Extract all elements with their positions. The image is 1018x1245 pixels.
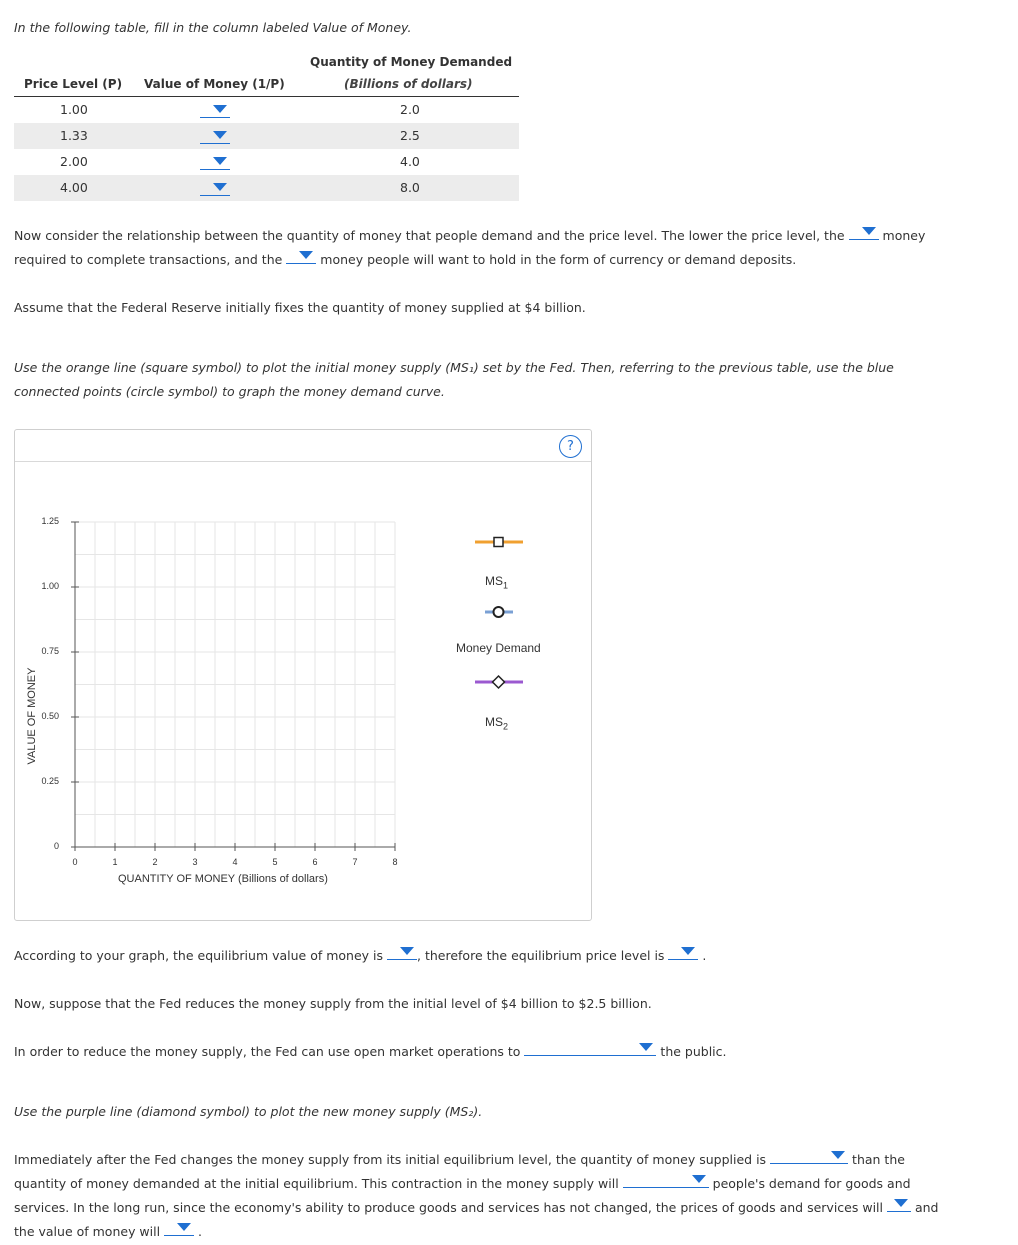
open-market-text: the public. <box>660 1044 727 1059</box>
reduce-text: Now, suppose that the Fed reduces the money supply from the initial level of $4 billion to $2.5 billion. <box>14 996 652 1011</box>
x-tick-label: 1 <box>112 857 118 867</box>
final-line-4 <box>14 1220 202 1244</box>
relationship-text: money people will want to hold in the form of currency or demand deposits. <box>320 252 797 267</box>
price-cell: 2.00 <box>60 154 88 169</box>
prices-long-run-dropdown[interactable] <box>887 1197 911 1212</box>
money-demand-tool[interactable] <box>485 607 513 617</box>
relationship-text: money <box>882 228 926 243</box>
open-market-dropdown[interactable] <box>524 1041 656 1056</box>
chevron-down-icon <box>831 1151 845 1159</box>
final-line-3 <box>14 1196 939 1220</box>
x-tick-label: 0 <box>72 857 78 867</box>
y-tick-label: 1.00 <box>41 581 59 591</box>
x-axis-title: QUANTITY OF MONEY (Billions of dollars) <box>118 873 328 885</box>
demand-effect-dropdown[interactable] <box>623 1173 709 1188</box>
chart-area[interactable] <box>15 430 591 920</box>
relationship-line-2 <box>14 248 796 272</box>
ms1-label: $MS_1$ <box>485 574 509 591</box>
final-text: and <box>914 1200 939 1215</box>
chevron-down-icon <box>894 1199 908 1207</box>
header-quantity-top: Quantity of Money Demanded <box>310 55 513 69</box>
x-tick-label: 2 <box>152 857 158 867</box>
table-row <box>14 123 519 149</box>
value-of-money-dropdown[interactable] <box>200 103 230 118</box>
purple-instruction: Use the purple line (diamond symbol) to plot the new money supply (MS₂). <box>14 1104 483 1119</box>
y-tick-label: 0.75 <box>41 646 59 656</box>
price-cell: 4.00 <box>60 180 88 195</box>
chevron-down-icon <box>681 947 695 955</box>
table-row <box>14 149 519 175</box>
chevron-down-icon <box>692 1175 706 1183</box>
price-cell: 1.33 <box>60 128 88 143</box>
money-held-dropdown[interactable] <box>286 249 316 264</box>
value-of-money-dropdown[interactable] <box>200 129 230 144</box>
x-tick-label: 8 <box>392 857 398 867</box>
y-tick-label: 1.25 <box>41 516 59 526</box>
equilibrium-text: , therefore the equilibrium price level is <box>417 948 665 963</box>
ms2-label: $MS_2$ <box>485 715 509 732</box>
relationship-text: required to complete transactions, and the <box>14 252 283 267</box>
x-tick-label: 4 <box>232 857 238 867</box>
ms2-tool[interactable] <box>475 676 523 688</box>
final-text: people's demand for goods and <box>712 1176 911 1191</box>
quantity-cell: 4.0 <box>400 154 420 169</box>
x-tick-label: 7 <box>352 857 358 867</box>
money-supplied-comparison-dropdown[interactable] <box>770 1149 848 1164</box>
equilibrium-text: According to your graph, the equilibrium value of money is <box>14 948 384 963</box>
circle-icon[interactable] <box>494 607 504 617</box>
final-text: . <box>198 1224 203 1239</box>
x-tick-label: 3 <box>192 857 198 867</box>
graph-panel <box>14 429 592 921</box>
header-value-of-money: Value of Money (1/P) <box>144 77 285 91</box>
x-tick-label: 5 <box>272 857 278 867</box>
chevron-down-icon <box>213 157 227 165</box>
value-of-money-long-run-dropdown[interactable] <box>164 1221 194 1236</box>
quantity-cell: 8.0 <box>400 180 420 195</box>
quantity-cell: 2.5 <box>400 128 420 143</box>
header-price-level: Price Level (P) <box>24 77 123 91</box>
table-row <box>14 175 519 201</box>
final-line-1 <box>14 1148 905 1172</box>
plot-instruction-2: connected points (circle symbol) to graph the money demand curve. <box>14 384 445 399</box>
y-tick-label: 0 <box>53 841 59 851</box>
final-text: quantity of money demanded at the initial equilibrium. This contraction in the money supply will <box>14 1176 619 1191</box>
equilibrium-value-dropdown[interactable] <box>387 945 417 960</box>
table-row <box>14 97 519 123</box>
final-text: Immediately after the Fed changes the money supply from its initial equilibrium level, the quantity of money supplied is <box>14 1152 767 1167</box>
help-icon[interactable]: ? <box>559 435 582 458</box>
open-market-text: In order to reduce the money supply, the Fed can use open market operations to <box>14 1044 521 1059</box>
equilibrium-text: . <box>702 948 707 963</box>
value-of-money-dropdown[interactable] <box>200 181 230 196</box>
y-axis-title: VALUE OF MONEY <box>26 667 38 765</box>
diamond-icon[interactable] <box>493 676 505 688</box>
y-tick-label: 0.50 <box>41 711 59 721</box>
final-text: than the <box>852 1152 905 1167</box>
quantity-cell: 2.0 <box>400 102 420 117</box>
chevron-down-icon <box>639 1043 653 1051</box>
y-tick-label: 0.25 <box>41 776 59 786</box>
final-line-2 <box>14 1172 911 1196</box>
square-icon[interactable] <box>494 538 503 547</box>
relationship-line-1 <box>14 224 925 248</box>
chevron-down-icon <box>213 131 227 139</box>
header-quantity-sub: (Billions of dollars) <box>344 77 473 91</box>
x-tick-label: 6 <box>312 857 318 867</box>
chevron-down-icon <box>299 251 313 259</box>
table-instruction: In the following table, fill in the column labeled Value of Money. <box>14 20 412 35</box>
price-cell: 1.00 <box>60 102 88 117</box>
open-market-line <box>14 1040 727 1064</box>
equilibrium-line <box>14 944 706 968</box>
assume-text: Assume that the Federal Reserve initially fixes the quantity of money supplied at $4 billion. <box>14 300 586 315</box>
chevron-down-icon <box>177 1223 191 1231</box>
chevron-down-icon <box>213 105 227 113</box>
chevron-down-icon <box>213 183 227 191</box>
relationship-text: Now consider the relationship between the quantity of money that people demand and the price level. The lower the price level, the <box>14 228 845 243</box>
chevron-down-icon <box>862 227 876 235</box>
value-of-money-dropdown[interactable] <box>200 155 230 170</box>
price-level-effect-dropdown[interactable] <box>849 225 879 240</box>
final-text: the value of money will <box>14 1224 161 1239</box>
equilibrium-price-dropdown[interactable] <box>668 945 698 960</box>
money-demand-label: Money Demand <box>456 641 541 655</box>
chevron-down-icon <box>400 947 414 955</box>
ms1-tool[interactable] <box>475 538 523 547</box>
plot-instruction-1: Use the orange line (square symbol) to plot the initial money supply (MS₁) set by the Fed. Then, referring to the previous table, use the blue <box>14 360 894 375</box>
final-text: services. In the long run, since the economy's ability to produce goods and services has not changed, the prices of goods and services will <box>14 1200 883 1215</box>
